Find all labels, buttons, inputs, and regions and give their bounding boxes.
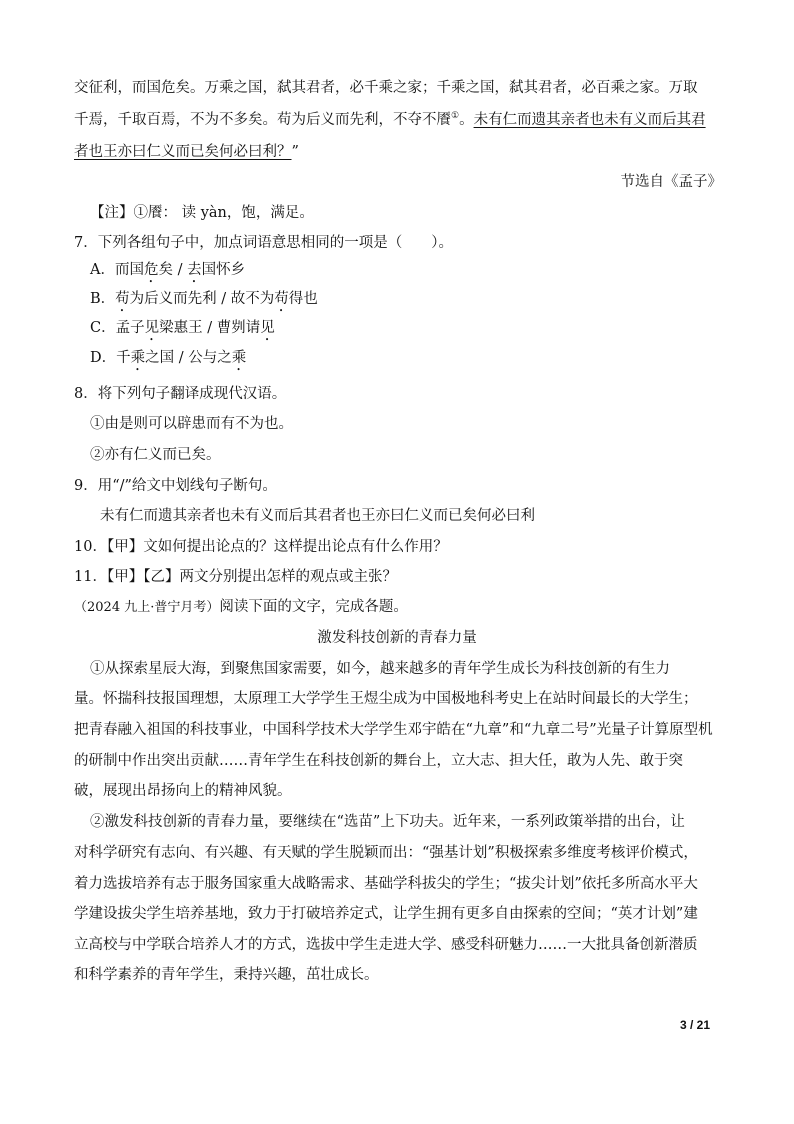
- question-7-option-d: [90, 348, 738, 374]
- option-text: 梁惠王 / 曹刿请: [159, 320, 261, 336]
- article-title: 激发科技创新的青春力量: [317, 630, 477, 646]
- dotted-word: 苟: [274, 291, 289, 307]
- dotted-word: 危: [143, 262, 159, 278]
- option-text: 之国 / 公与之: [145, 350, 232, 366]
- option-text: 孟子: [115, 320, 145, 336]
- question-9-text: 未有仁而遗其亲者也未有义而后其君者也王亦曰仁义而已矣何必曰利: [100, 508, 535, 524]
- underlined-sentence-part-2: 者也王亦曰仁义而已矣何必曰利？: [74, 144, 292, 160]
- passage-line-2-text: 千焉，千取百焉，不为不多矣。苟为后义而先利，不夺不餍: [74, 112, 451, 128]
- option-text: 为后义而先利 / 故不为: [129, 291, 275, 307]
- annotation-note: 【注】①餍： 读 yàn，饱，满足。: [90, 205, 314, 221]
- question-7-option-a: [90, 260, 738, 286]
- page-number: 3 / 21: [679, 1018, 710, 1032]
- paragraph-2-line-3: 着力选拔培养有志于服务国家重大战略需求、基础学科拔尖的学生；“拔尖计划”依托多所高水平大: [74, 876, 698, 892]
- question-7-stem: 7．下列各组句子中，加点词语意思相同的一项是（ ）。: [74, 235, 453, 251]
- question-10: 10．【甲】文如何提出论点的？这样提出论点有什么作用？: [74, 539, 448, 555]
- paragraph-2-line-4: 学建设拔尖学生培养基地，致力于打破培养定式，让学生拥有更多自由探索的空间；“英才计划”建: [74, 906, 698, 922]
- paragraph-1-line-3: 把青春融入祖国的科技事业，中国科学技术大学学生邓宇皓在“九章”和“九章二号”光量子计算原型机: [74, 722, 713, 738]
- passage-line-1: 交征利，而国危矣。万乘之国，弑其君者，必千乘之家；千乘之国，弑其君者，必百乘之家。万取: [74, 80, 698, 96]
- source-attribution: 节选自《孟子》: [620, 174, 722, 190]
- question-7-option-b: [90, 289, 738, 315]
- question-7-option-c: [90, 318, 738, 344]
- sentence-end: 。: [459, 112, 474, 128]
- option-text: 得也: [288, 291, 318, 307]
- section-intro: [74, 597, 722, 618]
- question-8-sentence-2: ②亦有仁义而已矣。: [90, 447, 221, 463]
- option-text: 国怀乡: [201, 262, 246, 278]
- passage-line-3: [74, 142, 722, 162]
- passage-line-2: [74, 110, 722, 130]
- question-9-stem: 9．用“/”给文中划线句子断句。: [74, 478, 277, 494]
- underlined-sentence-part-1: 未有仁而遗其亲者也未有义而后其君: [473, 112, 706, 128]
- option-text: 矣 /: [158, 262, 188, 278]
- option-label: B．: [90, 291, 116, 307]
- dotted-word: 去: [187, 262, 202, 278]
- paragraph-2-line-2: 对科学研究有志向、有兴趣、有天赋的学生脱颖而出：“强基计划”积极探索多维度考核评价模式，: [74, 845, 698, 861]
- closing-quote: ”: [291, 144, 299, 160]
- dotted-word: 乘: [231, 350, 247, 366]
- paragraph-2-line-5: 立高校与中学联合培养人才的方式，选拔中学生走进大学、感受科研魅力……一大批具备创新潜质: [74, 937, 698, 953]
- paragraph-1-line-5: 破，展现出昂扬向上的精神风貌。: [74, 783, 292, 799]
- note-marker: ①: [451, 111, 460, 122]
- option-label: D．: [90, 350, 117, 366]
- option-label: C．: [90, 320, 116, 336]
- paragraph-2-line-1: ②激发科技创新的青春力量，要继续在“选苗”上下功夫。近年来，一系列政策举措的出台，让: [90, 814, 685, 830]
- dotted-word: 见: [144, 320, 160, 336]
- question-11: 11．【甲】【乙】两文分别提出怎样的观点或主张？: [74, 569, 397, 585]
- section-instruction: 阅读下面的文字，完成各题。: [219, 599, 408, 615]
- option-label: A．: [90, 262, 115, 278]
- paragraph-1-line-1: ①从探索星辰大海，到聚焦国家需要，如今，越来越多的青年学生成长为科技创新的有生力: [90, 661, 670, 677]
- dotted-word: 苟: [115, 291, 130, 307]
- dotted-word: 乘: [130, 350, 146, 366]
- paragraph-1-line-2: 量。怀揣科技报国理想，太原理工大学学生王煜尘成为中国极地科考史上在站时间最长的大学生；: [74, 691, 698, 707]
- option-text: 千: [116, 350, 131, 366]
- exam-source-tag: （2024 九上·普宁月考）: [74, 600, 220, 615]
- dotted-word: 见: [260, 320, 275, 336]
- question-8-stem: 8．将下列句子翻译成现代汉语。: [74, 386, 287, 402]
- paragraph-2-line-6: 和科学素养的青年学生，秉持兴趣，茁壮成长。: [74, 967, 379, 983]
- question-8-sentence-1: ①由是则可以辟患而有不为也。: [90, 416, 293, 432]
- option-text: 而国: [114, 262, 144, 278]
- paragraph-1-line-4: 的研制中作出突出贡献……青年学生在科技创新的舞台上，立大志、担大任，敢为人先、敢于突: [74, 753, 683, 769]
